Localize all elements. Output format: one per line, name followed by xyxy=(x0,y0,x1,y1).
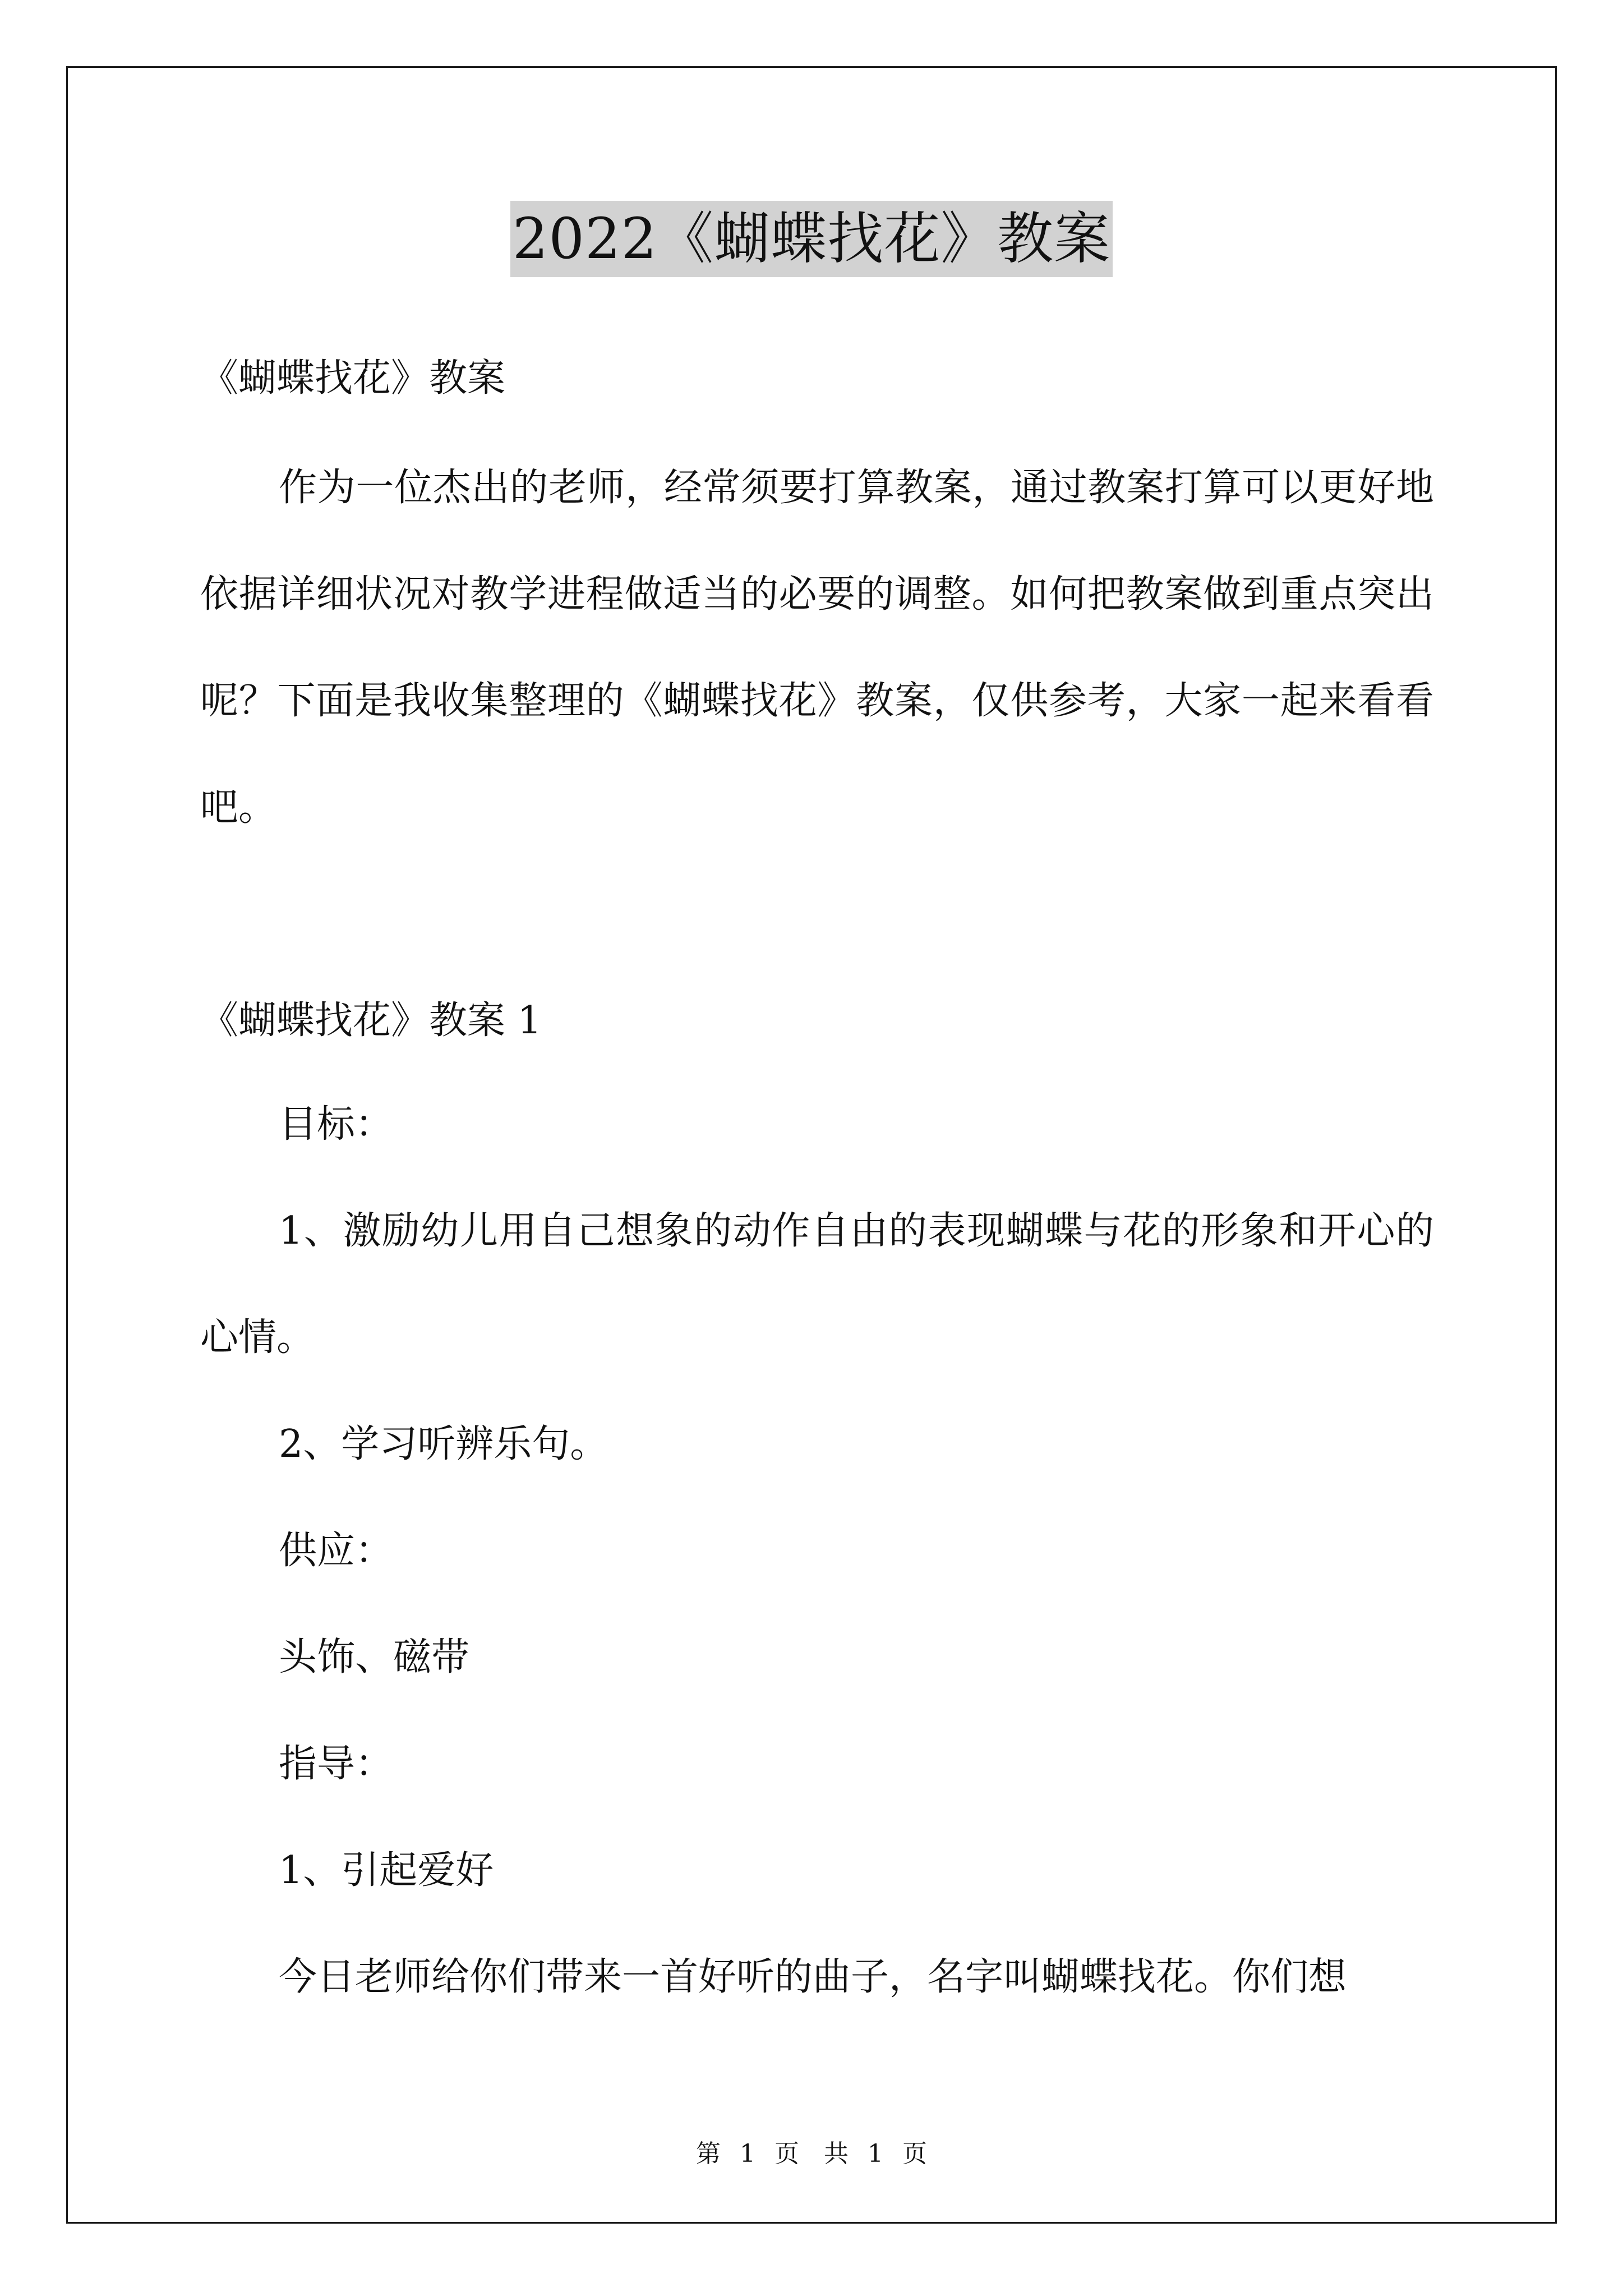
document-title: 2022《蝴蝶找花》教案 xyxy=(510,201,1113,277)
goal-label: 目标： xyxy=(279,1102,394,1147)
title-container xyxy=(0,201,1623,277)
guide-item-1: 1、引起爱好 xyxy=(279,1848,494,1893)
page-footer: 第 1 页 共 1 页 xyxy=(696,2139,927,2168)
goal-item-2: 2、学习听辨乐句。 xyxy=(279,1422,608,1466)
intro-paragraph: 作为一位杰出的老师，经常须要打算教案，通过教案打算可以更好地依据详细状况对教学进程做适当的必要的调整。如何把教案做到重点突出呢？下面是我收集整理的《蝴蝶找花》教案，仅供参考，大家一起来看看吧。 xyxy=(200,466,1434,830)
supply-label: 供应： xyxy=(279,1529,394,1573)
goal-item-1: 1、激励幼儿用自己想象的动作自由的表现蝴蝶与花的形象和开心的心情。 xyxy=(200,1209,1434,1360)
guide-item-1-text: 今日老师给你们带来一首好听的曲子，名字叫蝴蝶找花。你们想 xyxy=(279,1955,1347,1999)
supply-items: 头饰、磁带 xyxy=(279,1635,470,1680)
guide-label: 指导： xyxy=(279,1742,394,1786)
section-heading: 《蝴蝶找花》教案 1 xyxy=(200,999,542,1043)
document-subtitle: 《蝴蝶找花》教案 xyxy=(200,356,506,401)
